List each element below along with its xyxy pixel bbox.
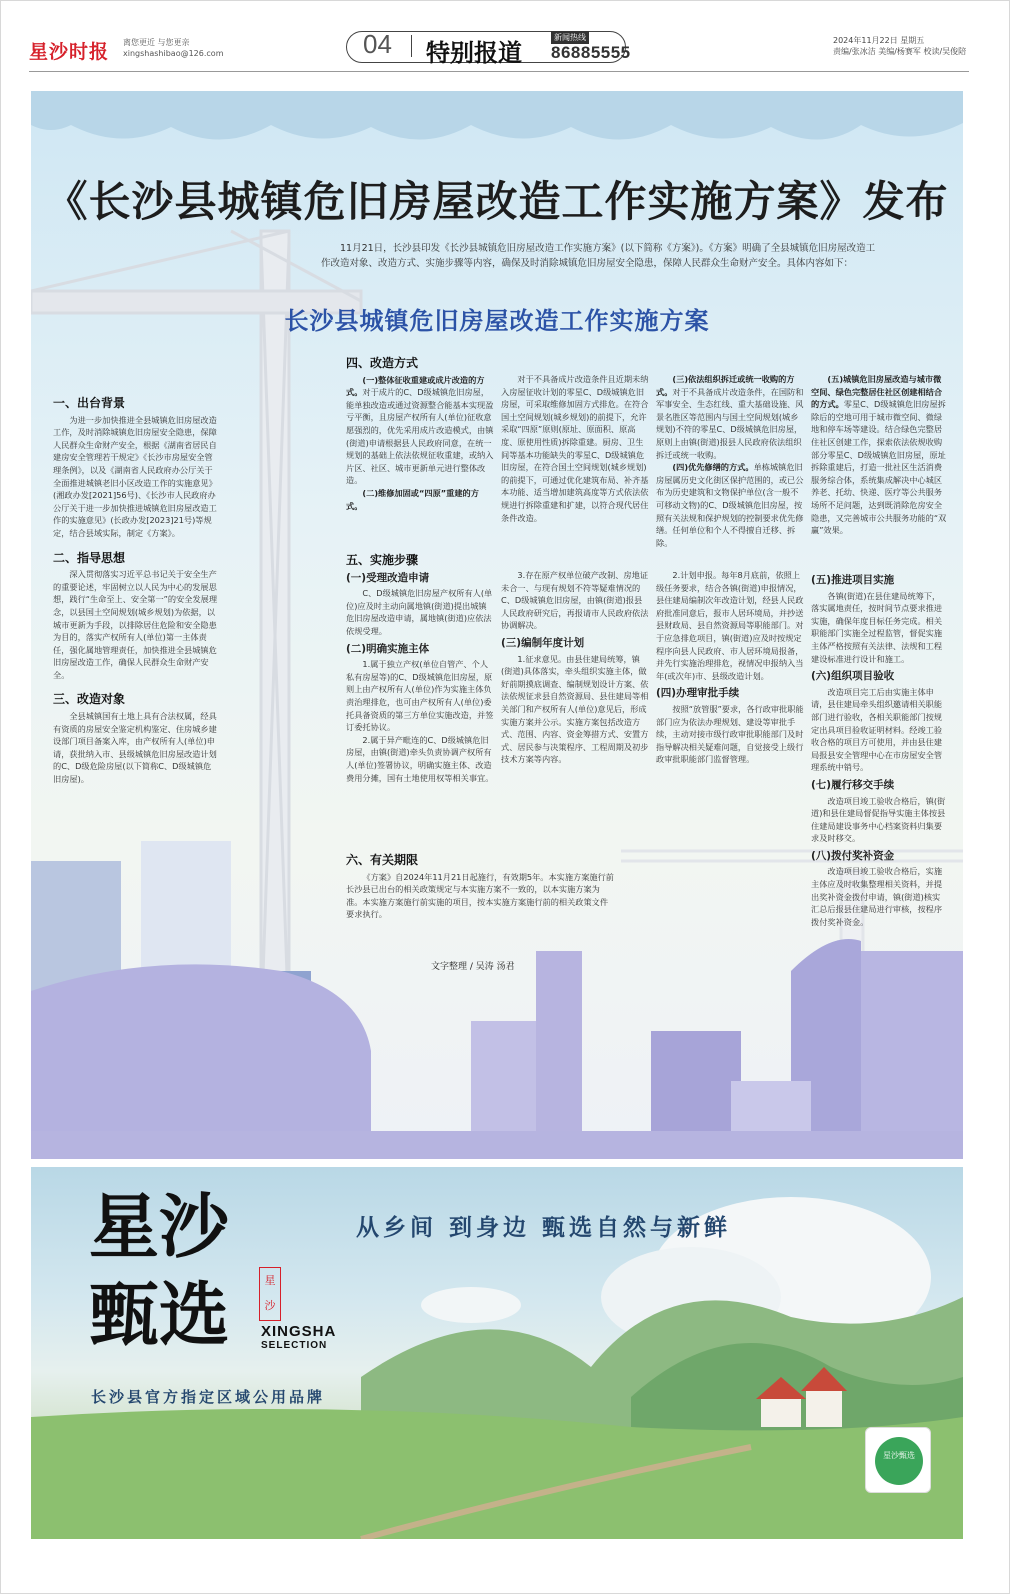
section-5-7-title: (七)履行移交手续 bbox=[811, 778, 895, 791]
section-5-5-title: (五)推进项目实施 bbox=[811, 574, 895, 586]
column-1 bbox=[53, 389, 219, 786]
section-5-column-3 bbox=[656, 569, 804, 766]
section-5-6-title: (六)组织项目验收 bbox=[811, 670, 895, 683]
masthead-slogan bbox=[123, 37, 224, 59]
qr-logo-icon: 星沙甄选 bbox=[875, 1437, 923, 1485]
section-4-2-body: 对于不具备成片改造条件且近期未纳入房屋征收计划的零星C、D级城镇危旧房屋，可采取维修加固方式排危。在符合国土空间规划(城乡规划)的前提下，允许采取“四原”原则(原址、原面积、原高度、原使用性质)拆除重建。厨房、卫生间等基本功能缺失的零星C、D级城镇危旧房屋，在符合国土空间规划(城乡规划)的前提下，可通过优化建筑布局、补齐基本功能、适当增加建筑高度等方式依法依规进行拆除重建和扩建，以符合现代居住条件改造。 bbox=[501, 374, 649, 523]
section-5-5-body: 各镇(街道)在县住建局统筹下，落实属地责任，按时间节点要求推进实施，确保年度目标任务完成。相关职能部门实施全过程监管，督促实施主体严格按照有关法律、法规和工程建设标准进行设计和施工。 bbox=[811, 590, 943, 664]
left-hill bbox=[31, 964, 371, 1159]
article-headline: 《长沙县城镇危旧房屋改造工作实施方案》发布 bbox=[45, 177, 949, 226]
qr-code[interactable] bbox=[865, 1427, 931, 1493]
section-5-column-2 bbox=[501, 569, 649, 766]
ad-slogan: 从乡间 到身边 甄选自然与新鲜 bbox=[356, 1214, 732, 1241]
section-6-title: 六、有关期限 bbox=[346, 853, 419, 867]
masthead-email: xingshashibao@126.com bbox=[123, 49, 224, 58]
brand-name-line-1: 星沙 bbox=[89, 1185, 229, 1268]
section-5-column-4 bbox=[811, 569, 947, 928]
small-cloud bbox=[421, 1287, 521, 1323]
article-lead: 11月21日，长沙县印发《长沙县城镇危旧房屋改造工作实施方案》(以下简称《方案》)。《方案》明确了全县城镇危旧房屋改造工作改造对象、改造方式、实施步骤等内容，确保及时消除城镇危旧房屋安全隐患，保障人民群众生命财产安全。具体内容如下： bbox=[321, 243, 876, 269]
section-4-5-body: 零星C、D级城镇危旧房屋拆除后的空地可用于城市微空间、微绿地和停车场等建设。结合绿色完整居住社区创建工作，探索依法依规收购部分零星C、D级城镇危旧房屋，原址拆除重建后，打造一批社区生活消费服务综合体，系统集成解决中心城区养老、托幼、快递、医疗等公共服务场所不足问题，达到既消除危房安全隐患，又完善城市公共服务功能的“双赢”效果。 bbox=[811, 399, 947, 536]
section-4-1-body: 对于成片的C、D级城镇危旧房屋，能单独改造或通过资源整合能基本实现盈亏平衡，且房屋产权所有人(单位)征收意愿强烈的，优先采用成片改造模式，由镇(街道)申请根据县人民政府同意，在统一规划的基础上依法依规征收重建，或纳入片区、社区、城市更新单元进行整体改造。 bbox=[346, 387, 494, 486]
section-5-title: 五、实施步骤 bbox=[346, 553, 419, 567]
brand-english-name: XINGSHA bbox=[261, 1323, 337, 1340]
section-4-column-2 bbox=[501, 373, 649, 524]
section-5-2-title: (二)明确实施主体 bbox=[346, 642, 430, 655]
section-4-column-4 bbox=[811, 373, 947, 537]
section-5-2-body-3: 3.存在原产权单位破产改制、房地证未合一、与现有规划不符等疑难情况的C、D级城镇危旧房屋，由镇(街道)报县人民政府研究后，再报请市人民政府依法协调解决。 bbox=[501, 570, 649, 631]
section-5-4-body: 按照“放管服”要求，各行政审批职能部门应为依法办理规划、建设等审批手续，主动对接市级行政审批职能部门及时指导解决相关疑难问题，自觉接受上级行政审批职能部门监督管理。 bbox=[656, 703, 804, 765]
section-3-body: 全县城镇国有土地上具有合法权属，经具有资质的房屋安全鉴定机构鉴定、住房城乡建设部门项目备案入库，由产权所有人(单位)申请，获批纳入市、县级城镇危旧房屋改造计划的C、D级危险房屋(以下简称C、D级城镇危旧房屋)。 bbox=[53, 711, 217, 785]
hotline-label: 新闻热线 bbox=[551, 31, 589, 44]
section-4-3-body: 对于不具备成片改造条件，在国防和军事安全、生态红线、重大基础设施、风景名胜区等范围内与国土空间规划(城乡规划)不符的零星C、D级城镇危旧房屋，原则上由镇(街道)报县人民政府依法组织拆迁或统一收购。 bbox=[656, 386, 804, 460]
section-4-column-1 bbox=[346, 349, 494, 512]
section-5-1-title: (一)受理改造申请 bbox=[346, 571, 430, 584]
top-cloud-band bbox=[31, 91, 963, 140]
brand-seal: 星沙 bbox=[259, 1267, 281, 1321]
page-number: 04 bbox=[363, 29, 392, 59]
section-5-2-body-1: 1.属于独立产权(单位自管产、个人私有房屋等)的C、D级城镇危旧房屋，原则上由产权所有人(单位)作为实施主体负责治理排危，也可由产权所有人(单位)委托具备资质的第三方单位实施改造，并签订委托协议。 bbox=[346, 659, 494, 733]
slogan-text: 离您更近 与您更亲 bbox=[123, 38, 190, 47]
section-5-8-title: (八)拨付奖补资金 bbox=[811, 849, 895, 862]
ground-strip bbox=[31, 1131, 963, 1159]
newspaper-logo: 星沙时报 bbox=[29, 41, 110, 63]
section-5-8-body: 改造项目竣工验收合格后，实施主体应及时收集整理相关资料，并提出奖补资金拨付申请，镇(街道)核实汇总后报县住建局进行审核，按程序拨付奖补资金。 bbox=[811, 866, 943, 927]
hotline-number: 86885555 bbox=[551, 43, 631, 62]
page-tab-divider bbox=[411, 35, 412, 57]
section-4-3-title: (三)依法组织拆迁或统一收购的方式。 bbox=[656, 374, 795, 397]
section-6 bbox=[346, 846, 616, 921]
section-4-1-title: (一)整体征收重建或成片改造的方式。 bbox=[346, 374, 485, 398]
masthead bbox=[1, 23, 1010, 73]
section-4-column-3 bbox=[656, 373, 804, 549]
section-2-title: 二、指导思想 bbox=[53, 550, 126, 565]
brand-description: 长沙县官方指定区域公用品牌 bbox=[91, 1388, 326, 1406]
brand-advertisement bbox=[31, 1167, 963, 1539]
section-5-1-body: C、D级城镇危旧房屋产权所有人(单位)应及时主动向属地镇(街道)提出城镇危旧房屋改造申请，属地镇(街道)应依法依规受理。 bbox=[346, 588, 493, 636]
section-5-3-body-1: 1.征求意见。由县住建局统筹，镇(街道)具体落实，牵头组织实施主体，做好前期摸底调查、编制规划设计方案、依法依规征求县自然资源局、县住建局等相关部门和产权所有人(单位)意见后，形成实施方案并公示。实施方案包括改造方式、范围、内容、资金筹措方式、安置方式、居民参与决策程序、工程周期及初步技术方案等内容。 bbox=[501, 653, 649, 765]
editor-credits: 责编/张冰洁 美编/杨赛军 校读/吴俊陪 bbox=[833, 47, 967, 56]
feature-article bbox=[31, 91, 963, 1159]
section-5-3-title: (三)编制年度计划 bbox=[501, 636, 585, 649]
section-title: 特别报道 bbox=[426, 39, 522, 67]
section-5-column-1 bbox=[346, 546, 494, 784]
right-buildings bbox=[731, 939, 963, 1159]
section-4-4-body: 单栋城镇危旧房屋属历史文化街区保护范围的，或已公布为历史建筑和文物保护单位(含一般不可移动文物)的C、D级城镇危旧房屋，按照有关法规和保护规划的控制要求优先修缮。任何单位和个人不得擅自迁移、拆除。 bbox=[656, 462, 804, 548]
section-5-3-body-2: 2.计划申报。每年8月底前，依照上级任务要求，结合各镇(街道)申报情况，县住建局编制次年改造计划，经县人民政府批准同意后，报市人居环境局，并抄送县财政局、县自然资源局等职能部门。对于应急排危项目，镇(街道)应及时按规定程序向县人民政府、市人居环境局报备，并先行实施治理排危，视情况申报纳入当年(或次年)市、县级改造计划。 bbox=[656, 570, 804, 681]
text-credit: 文字整理 / 吴涛 汤君 bbox=[431, 962, 515, 972]
section-4-4-title: (四)优先修缮的方式。 bbox=[672, 462, 754, 473]
section-4-2-title: (二)维修加固或“四原”重建的方式。 bbox=[346, 487, 479, 511]
dateline bbox=[833, 35, 1003, 57]
section-2-body: 深入贯彻落实习近平总书记关于安全生产的重要论述，牢固树立以人民为中心的发展思想，践行“生命至上、安全第一”的安全发展理念，以县国土空间规划(城乡规划)为依据，以城市更新为手段，以排除居住危险和安全隐患为目的，落实产权所有人(单位)第一主体责任，强化属地管理责任，加快推进全县城镇危旧房屋改造工作，确保人民群众生命财产安全。 bbox=[53, 569, 218, 680]
issue-date: 2024年11月22日 星期五 bbox=[833, 36, 925, 45]
section-1-title: 一、出台背景 bbox=[53, 396, 126, 410]
section-1-body: 为进一步加快推进全县城镇危旧房屋改造工作，及时消除城镇危旧房屋安全隐患，保障人民群众生命财产安全，根据《湖南省居民自建房安全管理若干规定》《长沙市房屋安全管理条例》，以及《湖南省人民政府办公厅关于全面推进城镇老旧小区改造工作的实施意见》(湘政办发[2021]56号)、《长沙市人民政府办公厅关于进一步加快推进城镇危旧房屋改造工作的实施意见》(长政办发[2023]21号)等规定，结合县域实际，制定《方案》。 bbox=[53, 414, 217, 538]
section-5-7-body: 改造项目竣工验收合格后，镇(街道)和县住建局督促指导实施主体按县住建局建设事务中心档案资料归集要求及时移交。 bbox=[811, 795, 946, 844]
section-5-6-body: 改造项目完工后由实施主体申请，县住建局牵头组织邀请相关职能部门进行验收，各相关职能部门按规定出具项目验收证明材料。经竣工验收合格的项目方可使用，并由县住建局报县安全管理中心在市房屋安全管理系统中销号。 bbox=[811, 686, 943, 773]
center-buildings bbox=[471, 951, 741, 1159]
masthead-rule bbox=[29, 71, 969, 72]
section-5-4-title: (四)办理审批手续 bbox=[656, 687, 740, 700]
section-5-2-body-2: 2.属于异产毗连的C、D级城镇危旧房屋，由镇(街道)牵头负责协调产权所有人(单位)签署协议，明确实施主体、改造费用分摊，国有土地使用权等相关事宜。 bbox=[346, 734, 494, 783]
brand-name-line-2: 甄选 bbox=[89, 1273, 229, 1356]
section-3-title: 三、改造对象 bbox=[53, 692, 126, 707]
section-6-body: 《方案》自2024年11月21日起施行，有效期5年。本实施方案施行前长沙县已出台的相关政策规定与本实施方案不一致的，以本实施方案为准。本实施方案施行前实施的项目，按本实施方案施行前的相关政策文件要求执行。 bbox=[346, 871, 614, 920]
section-4-5-title: (五)城镇危旧房屋改造与城市微空间、绿色完整居住社区创建相结合的方式。 bbox=[811, 374, 943, 410]
brand-english-sub: SELECTION bbox=[261, 1340, 328, 1351]
article-subtitle: 长沙县城镇危旧房屋改造工作实施方案 bbox=[284, 307, 710, 335]
section-4-title: 四、改造方式 bbox=[346, 356, 419, 370]
